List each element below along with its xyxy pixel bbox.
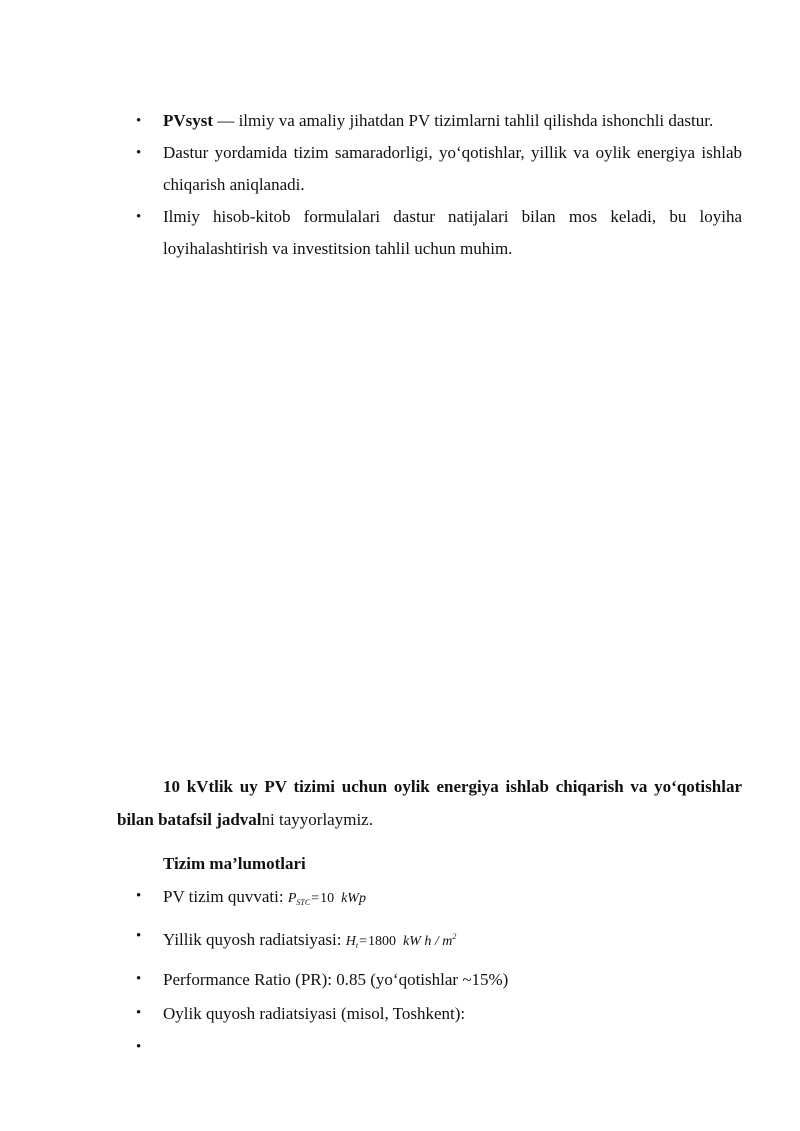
bullet-icon: • <box>136 1005 142 1021</box>
formula-subscript: STC <box>296 898 311 907</box>
list-item-text: Dastur yordamida tizim samaradorligi, yo‘qotishlar, yillik va oylik energiya ishlab chiqarish aniqlanadi. <box>163 143 742 194</box>
bullet-icon: • <box>136 888 142 904</box>
radiation-formula <box>346 934 457 949</box>
bullet-icon: • <box>136 113 142 129</box>
bullet-icon: • <box>136 209 142 225</box>
monthly-radiation-text: Oylik quyosh radiatsiyasi (misol, Toshkent): <box>163 1004 466 1023</box>
list-item <box>117 1031 742 1065</box>
section-heading: Tizim ma’lumotlari <box>163 854 306 873</box>
formula-value: 1800 <box>368 934 397 949</box>
formula-equals: = <box>359 934 368 949</box>
formula-symbol: P <box>287 891 297 906</box>
formula-value: 10 <box>320 891 335 906</box>
power-label: PV tizim quvvati: <box>163 887 288 906</box>
formula-unit: kWp <box>341 891 366 906</box>
bullet-icon: • <box>136 928 142 944</box>
bullet-icon: • <box>136 1039 142 1055</box>
intro-paragraph <box>117 770 742 836</box>
bullet-icon: • <box>136 145 142 161</box>
list-item <box>117 105 742 137</box>
list-item <box>117 997 742 1031</box>
formula-subscript: t <box>355 941 359 950</box>
list-item <box>117 880 742 920</box>
system-data-list <box>117 880 742 1065</box>
pvsyst-summary-list <box>117 105 742 265</box>
pvsyst-term: PVsyst <box>163 111 214 130</box>
formula-exponent: 2 <box>452 932 457 941</box>
list-item <box>117 963 742 997</box>
formula-equals: = <box>311 891 320 906</box>
formula-unit: kW h / m <box>403 934 453 949</box>
performance-ratio-text: Performance Ratio (PR): 0.85 (yo‘qotishlar ~15%) <box>163 970 509 989</box>
radiation-label: Yillik quyosh radiatsiyasi: <box>163 930 346 949</box>
list-item <box>117 137 742 201</box>
power-formula <box>288 891 366 906</box>
formula-symbol: H <box>345 934 356 949</box>
list-item <box>117 920 742 963</box>
intro-bold: 10 kVtlik uy PV tizimi uchun oylik energiya ishlab chiqarish va yo‘qotishlar bilan batafsil jadval <box>117 777 742 829</box>
list-item <box>117 201 742 265</box>
intro-rest: ni tayyorlaymiz. <box>261 810 373 829</box>
list-item-text: — ilmiy va amaliy jihatdan PV tizimlarni tahlil qilishda ishonchli dastur. <box>213 111 714 130</box>
bullet-icon: • <box>136 971 142 987</box>
list-item-text: Ilmiy hisob-kitob formulalari dastur natijalari bilan mos keladi, bu loyiha loyihalashtirish va investitsion tahlil uchun muhim. <box>163 207 742 258</box>
